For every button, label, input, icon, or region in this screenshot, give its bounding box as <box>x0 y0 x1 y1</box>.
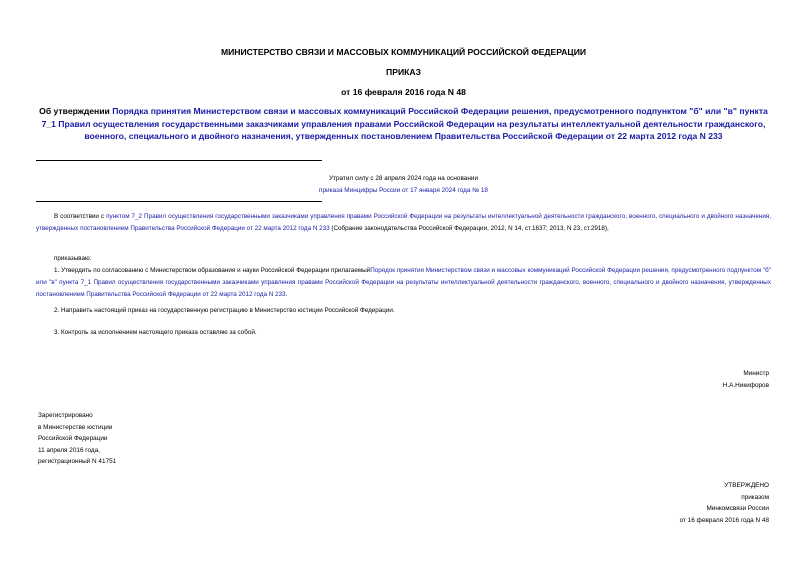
repeal-note-text: Утратил силу с 28 апреля 2024 года на основании <box>328 175 479 182</box>
approval-line-1: УТВЕРЖДЕНО <box>724 482 769 489</box>
item-1-pre: 1. Утвердить по согласованию с Министерством образования и науки Российской Федерации прилагаемый <box>54 267 371 274</box>
document-title <box>36 105 771 143</box>
approval-line-4: от 16 февраля 2016 года N 48 <box>679 516 769 524</box>
approval-line-2: приказом <box>741 493 769 501</box>
preamble-pre: В соответствии с <box>54 213 107 220</box>
ministry-heading: МИНИСТЕРСТВО СВЯЗИ И МАССОВЫХ КОММУНИКАЦИЙ РОССИЙСКОЙ ФЕДЕРАЦИИ <box>220 47 587 57</box>
divider-bottom <box>36 201 322 202</box>
registration-line-1: Зарегистрировано <box>38 412 93 419</box>
signature-position: Министр <box>743 370 769 377</box>
registration-line-3: Российской Федерации <box>38 435 108 442</box>
title-prefix: Об утверждении <box>39 106 113 116</box>
item-1-link[interactable]: Порядок принятия Министерством связи и массовых коммуникаций Российской Федерации решения, предусмотренного подпунктом "б" или "в" пункта 7_1 Правил осуществления государственными заказчиками управления правами Российской Федерации на результаты интеллектуальной деятельности гражданского, военного, специального и двойного назначения, утвержденных постановлением Правительства Российской Федерации от 22 марта 2012 года N 233 <box>36 267 771 299</box>
registration-block <box>38 410 116 468</box>
repeal-note <box>36 173 771 197</box>
item-1-post: . <box>285 291 288 299</box>
registration-line-4: 11 апреля 2016 года, <box>38 446 100 454</box>
doc-type-heading: ПРИКАЗ <box>386 67 421 77</box>
preamble-link[interactable]: пунктом 7_2 Правил осуществления государственными заказчиками управления правами Российской Федерации на результаты интеллектуальной деятельности гражданского, военного, специального и двойного назначения, утвержденных постановлением Правительства Российской Федерации от 22 марта 2012 года N 233 <box>36 213 771 233</box>
registration-line-2: в Министерстве юстиции <box>38 423 113 431</box>
item-2: 2. Направить настоящий приказ на государственную регистрацию в Министерство юстиции Российской Федерации. <box>54 307 395 314</box>
approval-line-3: Минкомсвязи России <box>706 505 769 512</box>
item-3: 3. Контроль за исполнением настоящего приказа оставляю за собой. <box>54 329 257 336</box>
divider-top <box>36 160 322 161</box>
preamble-paragraph <box>36 211 771 235</box>
registration-line-5: регистрационный N 41751 <box>38 458 117 465</box>
repeal-order-link[interactable]: приказа Минцифры России от 17 января 2024 года № 18 <box>319 187 488 194</box>
approval-block <box>680 480 769 526</box>
item-1 <box>36 265 771 302</box>
order-word: приказываю: <box>54 255 92 262</box>
title-link[interactable]: Порядка принятия Министерством связи и массовых коммуникаций Российской Федерации решения, предусмотренного подпунктом "б" или "в" пункта 7_1 Правил осуществления государственными заказчиками управления правами Российской Федерации на результаты интеллектуальной деятельности гражданского, военного, специального и двойного назначения, утвержденных постановлением Правительства Российской Федерации от 22 марта 2012 года N 233 <box>41 106 768 142</box>
signature-name: Н.А.Никифоров <box>722 381 769 389</box>
date-number-heading: от 16 февраля 2016 года N 48 <box>341 87 466 97</box>
preamble-post: (Собрание законодательства Российской Федерации, 2012, N 14, ст.1637; 2013, N 23, ст.2918), <box>329 225 609 233</box>
signature-block <box>723 368 769 391</box>
